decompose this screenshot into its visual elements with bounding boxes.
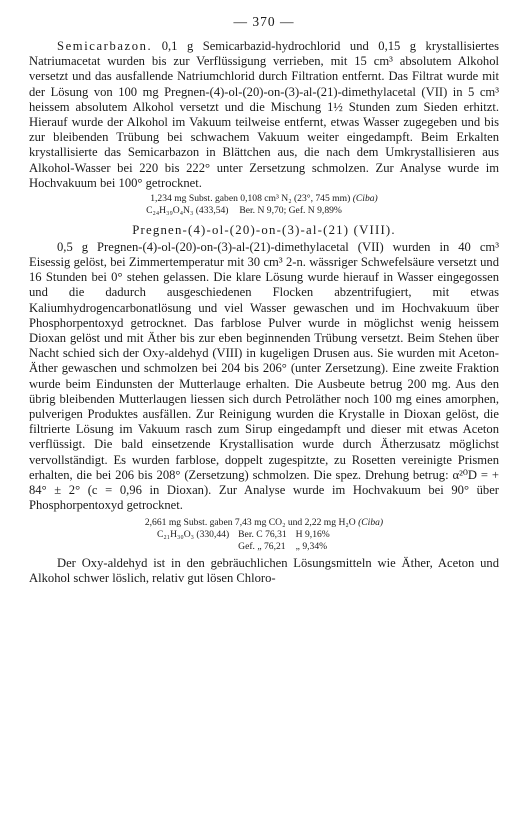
analysis-1-formula: C₂₄H₃₉O₄N₃ (433,54): [146, 205, 229, 217]
page-content: [29, 14, 499, 586]
analysis-1-line: [29, 193, 499, 205]
page-number: — 370 —: [233, 14, 295, 29]
analysis-block-2: [29, 517, 499, 554]
analysis-2-ber-c: Ber. C 76,31: [238, 528, 287, 540]
analysis-2-table-wrap: [29, 529, 499, 554]
analysis-2-empty: [157, 541, 229, 553]
analysis-1-measure: 1,234 mg Subst. gaben 0,108 cm³ N₂ (23°, 745 mm): [150, 193, 351, 205]
analysis-1-result-line: [29, 205, 499, 217]
paragraph-preparation: 0,5 g Pregnen-(4)-ol-(20)-on-(3)-al-(21)-dimethylacetal (VII) wurden in 40 cm³ Eisessig gelöst, bei Zimmertemperatur mit 30 cm³ 2-n. wässriger Schwefelsäure versetzt und 16 Stunden bei 0° stehen gelassen. Die klare Lösung wurde hierauf in Wasser eingegossen und die dadurch ausgeschiedenen Flocken abzentrifugiert, mit etwas Kaliumhydrogencarbonatlösung und viel Wasser gewaschen und im Hochvakuum über Phosphorpentoxyd getrocknet. Das farblose Pulver wurde in möglichst wenig heissem Dioxan gelöst und mit Äther bis zur eben beginnenden Trübung versetzt. Beim Stehen über Nacht schied sich der Oxy-aldehyd (VIII) in kugeligen Drusen aus. Sie wurden mit Aceton-Äther gewaschen und schmolzen bei 204 bis 206° (unter Zersetzung). Eine zweite Fraktion wurde beim Eindunsten der Mutterlauge erhalten. Die Ausbeute betrug 200 mg. Aus den übrig bleibenden Mutterlaugen liessen sich durch Petroläther noch 100 mg eines amorphen, pulverigen Produktes ausfällen. Zur Reinigung wurden die Krystalle in Dioxan gelöst, die filtrierte Lösung im Vakuum rasch zum Sirup eingedampft und dieser mit etwas Aceton verflüssigt. Die bald einsetzende Krystallisation wurde durch Ätherzusatz möglichst vervollständigt. Es wurden farblose, doppelt zugespitzte, zu Rosetten vereinigte Prismen erhalten, die bei 206 bis 208° (Zersetzung) schmolzen. Die spez. Drehung betrug: α²⁰D = + 84° ± 2° (c = 0,96 in Dioxan). Zur Analyse wurde im Hochvakuum bei 90° über Phosphorpentoxyd getrocknet.: [29, 239, 499, 513]
analysis-2-gef-c: Gef. „ 76,21: [238, 541, 286, 553]
analysis-1-result: Ber. N 9,70; Gef. N 9,89%: [239, 205, 342, 217]
analysis-2-line: [29, 517, 499, 529]
analysis-2-formula: C₂₁H₃₀O₃ (330,44): [157, 528, 230, 540]
analysis-2-table: [157, 529, 330, 554]
analysis-2-source: (Ciba): [358, 516, 384, 528]
analysis-2-measure: 2,661 mg Subst. gaben 7,43 mg CO₂ und 2,22 mg H₂O: [144, 516, 356, 528]
paragraph-solubility: Der Oxy-aldehyd ist in den gebräuchlichen Lösungsmitteln wie Äther, Aceton und Alkohol schwer löslich, relativ gut lösen Chloro-: [29, 555, 499, 585]
analysis-1-source: (Ciba): [352, 193, 378, 205]
analysis-2-gef-h: „ 9,34%: [295, 541, 328, 553]
section-label-semicarbazon: Semicarbazon.: [57, 39, 153, 53]
paragraph-semicarbazon-text: 0,1 g Semicarbazid-hydrochlorid und 0,15 g krystallisiertes Natriumacetat wurden bis zur Verflüssigung verrieben, mit 15 cm³ absolutem Alkohol versetzt und das ausfallende Natriumchlorid durch Filtration entfernt. Das Filtrat wurde mit der Lösung von 100 mg Pregnen-(4)-ol-(20)-on-(3)-al-(21)-dimethylacetal (VII) in 5 cm³ heissem absolutem Alkohol versetzt und die Mischung 1½ Stunden zum Sieden erhitzt. Hierauf wurde der Alkohol im Vakuum teilweise entfernt, etwas Wasser zugegeben und bis zur bleibenden Trübung bei schwachem Vakuum weiter eingedampft. Beim Erkalten krystallisierte das Semicarbazon in Blättchen aus, die nach dem Umkrystallisieren aus Alkohol-Wasser bei 220 bis 222° unter Zersetzung schmolzen. Zur Analyse wurde im Hochvakuum bei 100° getrocknet.: [29, 39, 499, 190]
analysis-block-1: [29, 193, 499, 218]
paragraph-semicarbazon: [29, 39, 499, 191]
section-heading-viii: Pregnen-(4)-ol-(20)-on-(3)-al-(21) (VIII).: [132, 222, 396, 237]
analysis-2-ber-h: H 9,16%: [295, 528, 330, 540]
